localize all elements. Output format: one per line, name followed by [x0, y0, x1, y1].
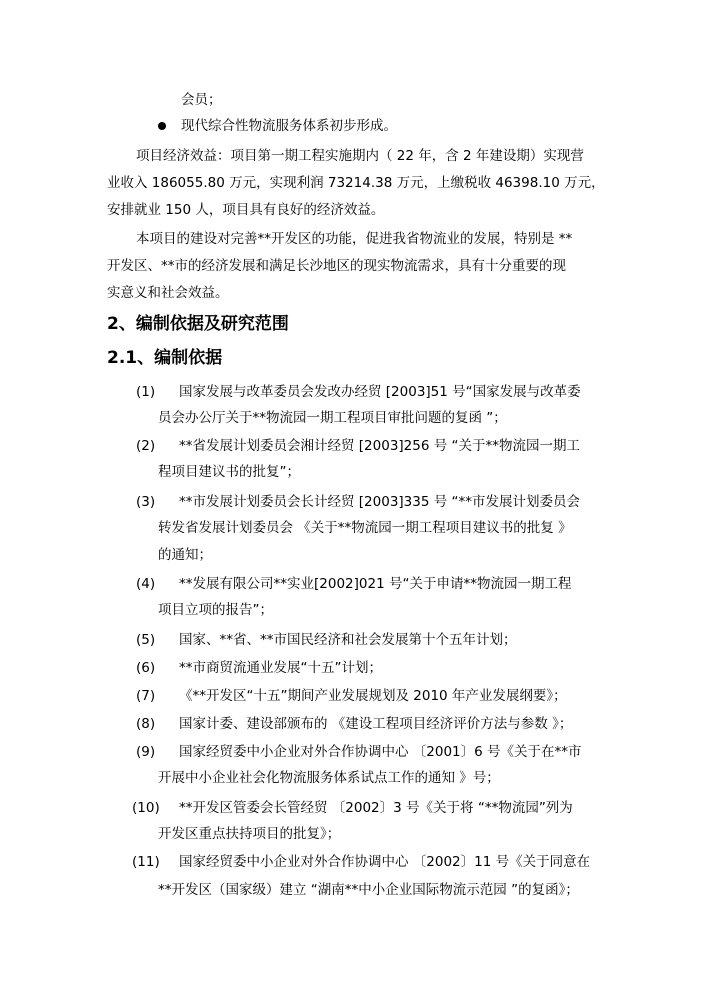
ref-line: 程项目建议书的批复”； — [158, 464, 300, 480]
ref-line: **发展有限公司**实业[2002]021 号“关于申请**物流园一期工程 — [179, 576, 572, 592]
ref-line: 国家经贸委中小企业对外合作协调中心 〔2002〕11 号《关于同意在 — [179, 854, 591, 870]
ref-number: (11) — [132, 854, 160, 870]
ref-number: (1) — [136, 384, 156, 400]
text-line: 业收入 186055.80 万元，实现利润 73214.38 万元，上缴税收 46398.10 万元， — [107, 175, 605, 191]
text-line: 本项目的建设对完善**开发区的功能，促进我省物流业的发展，特别是 ** — [136, 231, 573, 247]
ref-number: (5) — [136, 632, 156, 648]
ref-number: (7) — [136, 688, 156, 704]
text-line: 实意义和社会效益。 — [107, 285, 229, 301]
ref-line: 国家计委、建设部颁布的 《建设工程项目经济评价方法与参数 》； — [179, 716, 573, 732]
ref-number: (10) — [132, 800, 160, 816]
ref-line: 的通知； — [158, 547, 212, 563]
ref-number: (6) — [136, 660, 156, 676]
ref-line: 开展中小企业社会化物流服务体系试点工作的通知 》号； — [158, 770, 500, 786]
text-line: 会员； — [181, 92, 222, 108]
ref-line: 项目立项的报告”； — [158, 602, 273, 618]
ref-line: 转发省发展计划委员会 《关于**物流园一期工程项目建议书的批复 》 — [158, 520, 572, 536]
subsection-heading: 2.1、编制依据 — [107, 348, 223, 368]
ref-line: **市商贸流通业发展“十五”计划； — [179, 660, 382, 676]
ref-line: **市发展计划委员会长计经贸 [2003]335 号 “**市发展计划委员会 — [179, 494, 581, 510]
ref-number: (2) — [136, 438, 156, 454]
ref-line: 国家、**省、**市国民经济和社会发展第十个五年计划； — [179, 632, 517, 648]
text-line: 开发区、**市的经济发展和满足长沙地区的现实物流需求，具有十分重要的现 — [107, 258, 566, 274]
ref-number: (4) — [136, 576, 156, 592]
ref-number: (9) — [136, 744, 156, 760]
bullet-item: 现代综合性物流服务体系初步形成。 — [181, 118, 397, 134]
ref-line: **开发区管委会长管经贸 〔2002〕3 号《关于将 “**物流园”列为 — [179, 800, 573, 816]
text-line: 安排就业 150 人，项目具有良好的经济效益。 — [107, 202, 385, 218]
ref-line: **省发展计划委员会湘计经贸 [2003]256 号 “关于**物流园一期工 — [179, 438, 581, 454]
ref-line: 《**开发区“十五”期间产业发展规划及 2010 年产业发展纲要》； — [179, 688, 567, 704]
ref-line: **开发区（国家级）建立 “湖南**中小企业国际物流示范园 ”的复函》； — [158, 882, 579, 898]
ref-number: (3) — [136, 494, 156, 510]
ref-number: (8) — [136, 716, 156, 732]
section-heading: 2、编制依据及研究范围 — [107, 314, 289, 334]
bullet-icon — [158, 122, 166, 130]
ref-line: 开发区重点扶持项目的批复》； — [158, 826, 341, 842]
text-line: 项目经济效益：项目第一期工程实施期内（ 22 年，含 2 年建设期）实现营 — [136, 148, 584, 164]
ref-line: 员会办公厅关于**物流园一期工程项目审批问题的复函 ”； — [158, 410, 507, 426]
ref-line: 国家发展与改革委员会发改办经贸 [2003]51 号“国家发展与改革委 — [179, 384, 581, 400]
ref-line: 国家经贸委中小企业对外合作协调中心 〔2001〕6 号《关于在**市 — [179, 744, 582, 760]
